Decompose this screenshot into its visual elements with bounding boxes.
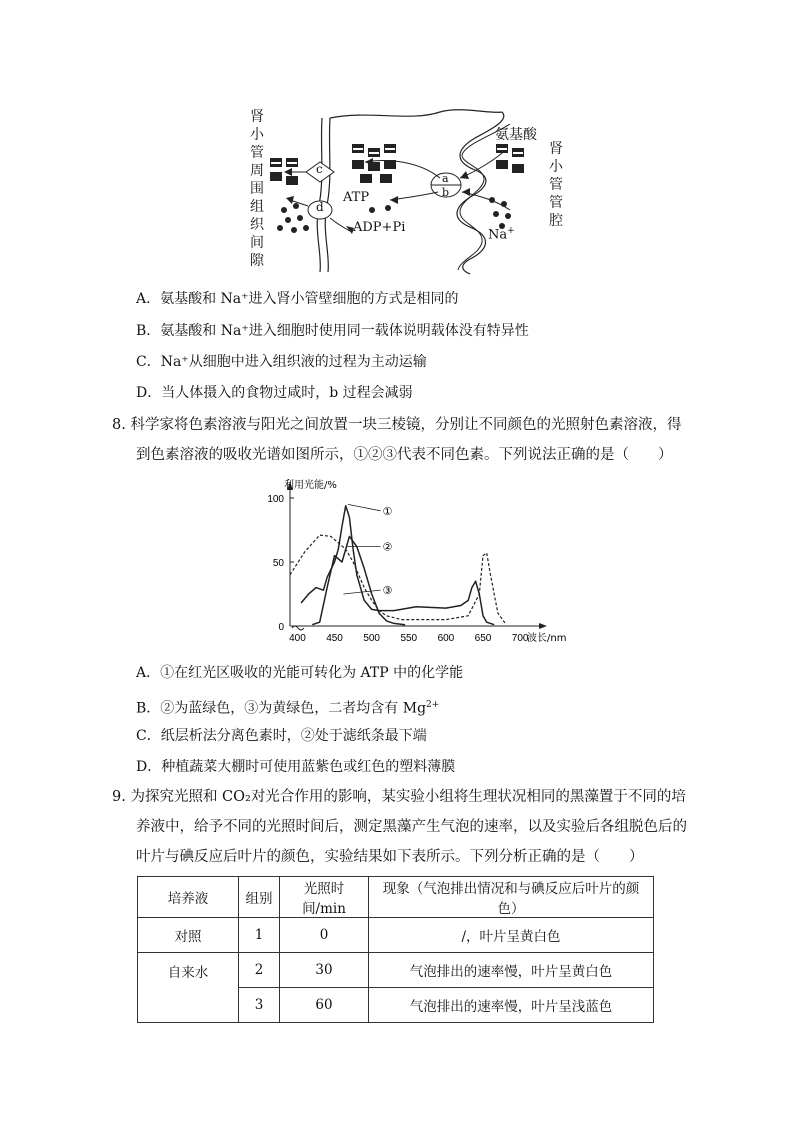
carrier-a-label: a: [442, 172, 449, 185]
absorption-chart: [262, 478, 567, 648]
series-label-2: ②: [382, 540, 393, 554]
q9-line-2: 养液中，给予不同的光照时间后，测定黑藻产生气泡的速率，以及实验后各组脱色后的: [136, 819, 687, 835]
amino-acid-label: 氨基酸: [495, 127, 537, 143]
left-label-chars: 肾 小 管 周 围 组 织 间 隙: [250, 109, 264, 269]
x-tick-label: 600: [437, 633, 455, 644]
y-tick-label: 0: [278, 622, 284, 633]
q8-stem: [112, 410, 692, 470]
left-vertical-label: [249, 108, 265, 270]
axis-break: [292, 626, 304, 630]
series-label-3: ③: [382, 584, 393, 598]
x-tick-label: 550: [400, 633, 418, 644]
carrier-d-label: d: [316, 200, 324, 214]
right-label-chars: 肾 小 管 管 腔: [549, 141, 563, 229]
cell: 30: [280, 953, 369, 988]
cell: 气泡排出的速率慢，叶片呈黄白色: [369, 953, 654, 988]
adp-label: ADP+Pi: [353, 220, 406, 235]
x-tick-label: 650: [474, 633, 492, 644]
x-axis-arrow: [539, 623, 547, 629]
header-group: 组别: [239, 877, 280, 918]
q8-line-2: 到色素溶液的吸收光谱如图所示，①②③代表不同色素。下列说法正确的是（ ）: [136, 447, 673, 463]
q7-option-c: C．Na⁺从细胞中进入组织液的过程为主动运输: [136, 354, 427, 370]
cell: /，叶片呈黄白色: [369, 918, 654, 953]
cell: 1: [239, 918, 280, 953]
na-label: Na+: [488, 226, 515, 243]
header-medium: 培养液: [138, 877, 239, 918]
series-line-2: [301, 506, 494, 625]
chart-svg: [262, 478, 567, 648]
q8-option-b: B．②为蓝绿色，③为黄绿色，二者均含有 $Mg^{2+}$: [136, 700, 440, 717]
q7-option-a: A．氨基酸和 Na⁺进入肾小管壁细胞的方式是相同的: [136, 291, 459, 307]
q8-option-d: D．种植蔬菜大棚时可使用蓝紫色或红色的塑料薄膜: [136, 759, 456, 775]
series-pointer-1: [348, 504, 381, 510]
cell: 0: [280, 918, 369, 953]
cell: 自来水: [138, 953, 239, 1023]
cell: 对照: [138, 918, 239, 953]
x-tick-label: 450: [326, 633, 343, 644]
right-vertical-label: [548, 140, 564, 230]
x-axis-label: 波长/nm: [527, 633, 567, 644]
q8-option-a: A．①在红光区吸收的光能可转化为 ATP 中的化学能: [136, 665, 464, 681]
q8-line-1: 8. 科学家将色素溶液与阳光之间放置一块三棱镜，分别让不同颜色的光照射色素溶液，得: [112, 417, 682, 433]
y-axis-label: 利用光能/%: [284, 480, 337, 491]
q9-line-3: 叶片与碘反应后叶片的颜色，实验结果如下表所示。下列分析正确的是（ ）: [136, 849, 644, 865]
cell: 3: [239, 988, 280, 1023]
header-time: 光照时间/min: [280, 877, 369, 918]
results-table: [137, 876, 654, 1023]
x-tick-label: 400: [289, 633, 306, 644]
cell: 2: [239, 953, 280, 988]
x-tick-label: 500: [363, 633, 381, 644]
cell: 60: [280, 988, 369, 1023]
q8-option-c: C．纸层析法分离色素时，②处于滤纸条最下端: [136, 728, 427, 744]
carrier-b-label: b: [442, 186, 450, 199]
carrier-c-label: c: [316, 162, 323, 176]
cell-diagram: [240, 100, 580, 275]
q7-option-b: B．氨基酸和 Na⁺进入细胞时使用同一载体说明载体没有特异性: [136, 323, 529, 339]
y-tick-label: 100: [267, 494, 284, 505]
header-phenomenon: 现象（气泡排出情况和与碘反应后叶片的颜色）: [369, 877, 654, 918]
table-header-row: [138, 877, 654, 918]
q7-option-d: D．当人体摄入的食物过咸时，b 过程会减弱: [136, 385, 413, 401]
q9-stem: [112, 782, 692, 872]
x-tick-label: 700: [511, 633, 529, 644]
y-tick-label: 50: [272, 558, 284, 569]
series-label-1: ①: [382, 504, 393, 518]
atp-label: ATP: [343, 190, 370, 205]
cell: 气泡排出的速率慢，叶片呈浅蓝色: [369, 988, 654, 1023]
q9-line-1: 9. 为探究光照和 CO₂对光合作用的影响，某实验小组将生理状况相同的黑藻置于不同的培: [112, 789, 686, 805]
table-row: [138, 953, 654, 988]
table-row: [138, 918, 654, 953]
